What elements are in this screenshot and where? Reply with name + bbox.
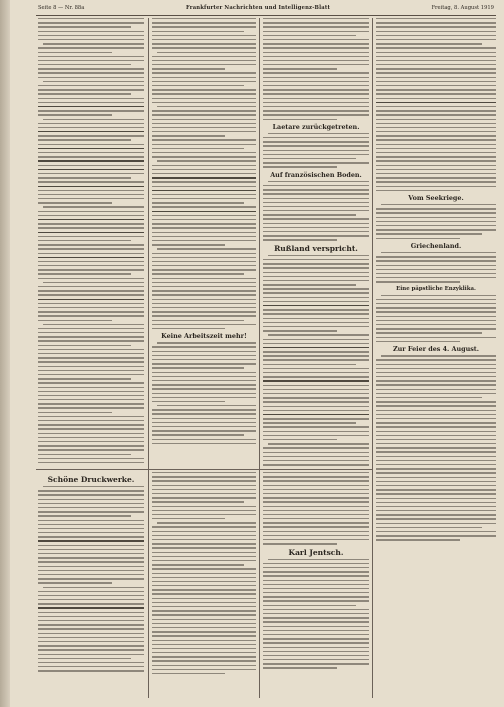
article-text-block [376,295,496,342]
section-rule [36,469,372,470]
article-text-block [152,18,256,329]
article-text-block [376,204,496,239]
headline-feier-4-august: Zur Feier des 4. August. [393,345,479,354]
headline-seekriege: Vom Seekriege. [408,194,464,203]
column-4 [376,18,496,698]
article-text-block [376,252,496,283]
article-text-block [263,559,369,669]
headline-franzoesischer-boden: Auf französischen Boden. [270,170,362,179]
header-masthead: Frankfurter Nachrichten und Intelligenz-Blatt [186,5,331,11]
headline-russland: Rußland verspricht. [274,243,358,253]
article-text-block [263,18,369,120]
article-text-block [38,18,144,466]
column-rule-1 [148,18,149,698]
column-rule-3 [372,18,373,698]
article-text-block [38,486,144,672]
column-2-bottom [152,472,256,698]
headline-laetare: Laetare zurückgetreten. [272,122,360,131]
article-text-block [152,342,256,444]
page-binding-shadow [0,0,10,707]
article-text-block [263,133,369,168]
column-3-top [263,18,369,466]
headline-schoene-druckwerke: Schöne Druckwerke. [47,475,135,484]
column-2-top [152,18,256,466]
headline-keine-arbeitszeit: Keine Arbeitszeit mehr! [161,332,247,341]
column-1-top [38,18,144,466]
article-text-block [376,355,496,541]
header-date: Freitag, 8. August 1919 [431,5,494,11]
article-text-block [263,255,369,466]
article-text-block [263,181,369,241]
header-page-number: Seite 8 — Nr. 88a [38,5,85,11]
article-text-block [263,472,369,545]
headline-enzyklika: Eine päpstliche Enzyklika. [396,285,476,292]
column-rule-2 [259,18,260,698]
page-header [36,3,496,16]
headline-karl-jentsch: Karl Jentsch. [288,547,344,557]
column-1-bottom [38,472,144,698]
article-text-block [152,472,256,674]
article-text-block [376,18,496,191]
headline-griechenland: Griechenland. [410,241,462,250]
column-3-bottom [263,472,369,698]
